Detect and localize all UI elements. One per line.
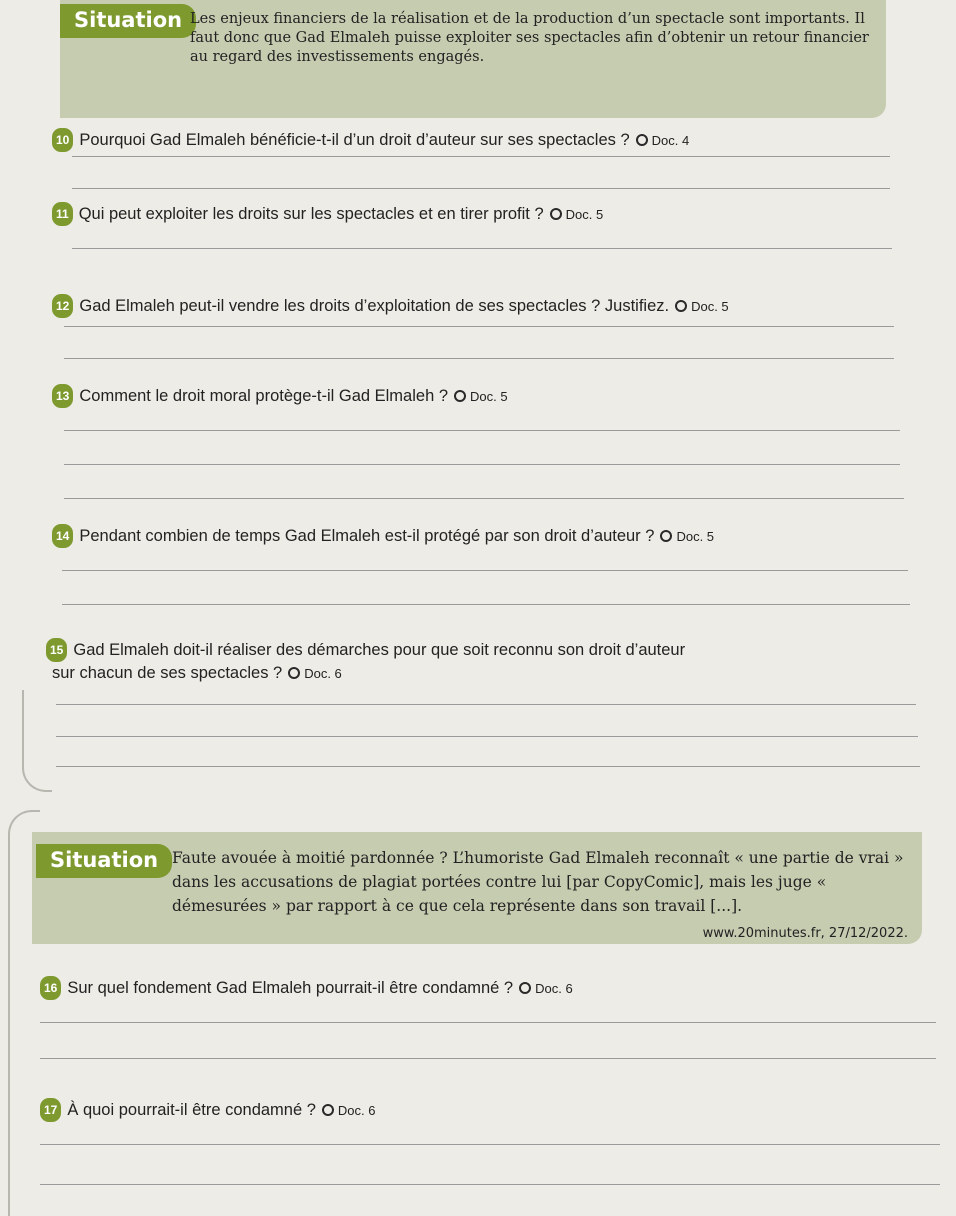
doc-bullet-icon	[322, 1104, 334, 1116]
situation-box-2	[32, 832, 922, 944]
question-17	[40, 1098, 376, 1122]
question-11	[52, 202, 603, 226]
answer-line[interactable]	[64, 498, 904, 499]
doc-reference: Doc. 5	[550, 207, 604, 222]
question-16	[40, 976, 573, 1000]
doc-reference: Doc. 5	[660, 529, 714, 544]
question-15	[46, 638, 685, 685]
question-number: 11	[52, 202, 73, 226]
question-number: 15	[46, 638, 67, 662]
question-number: 10	[52, 128, 73, 152]
answer-line[interactable]	[56, 766, 920, 767]
situation-tag: Situation	[60, 4, 196, 38]
answer-line[interactable]	[40, 1058, 936, 1059]
question-text: Gad Elmaleh peut-il vendre les droits d’exploitation de ses spectacles ? Justifiez.	[79, 297, 670, 315]
doc-reference: Doc. 6	[288, 666, 342, 681]
answer-line[interactable]	[72, 248, 892, 249]
doc-bullet-icon	[636, 134, 648, 146]
question-number: 17	[40, 1098, 61, 1122]
question-number: 13	[52, 384, 73, 408]
question-number: 16	[40, 976, 61, 1000]
doc-reference: Doc. 6	[322, 1103, 376, 1118]
question-14	[52, 524, 714, 548]
answer-line[interactable]	[62, 604, 910, 605]
answer-line[interactable]	[64, 326, 894, 327]
situation-tag: Situation	[36, 844, 172, 878]
answer-line[interactable]	[62, 570, 908, 571]
margin-decoration	[22, 690, 52, 792]
doc-reference: Doc. 6	[519, 981, 573, 996]
situation-text: Faute avouée à moitié pardonnée ? L’humoriste Gad Elmaleh reconnaît « une partie de vrai » dans les accusations de plagiat portées contre lui [par CopyComic], mais les juge « démesurées » par rapport à ce que cela représente dans son travail [...].	[172, 849, 904, 915]
question-text: Sur quel fondement Gad Elmaleh pourrait-il être condamné ?	[67, 979, 514, 997]
question-text: À quoi pourrait-il être condamné ?	[67, 1101, 316, 1119]
question-12	[52, 294, 729, 318]
answer-line[interactable]	[72, 188, 890, 189]
answer-line[interactable]	[56, 736, 918, 737]
answer-line[interactable]	[72, 156, 890, 157]
doc-bullet-icon	[288, 667, 300, 679]
answer-line[interactable]	[56, 704, 916, 705]
answer-line[interactable]	[64, 464, 900, 465]
doc-reference: Doc. 5	[454, 389, 508, 404]
answer-line[interactable]	[40, 1144, 940, 1145]
question-number: 12	[52, 294, 73, 318]
question-text: Pendant combien de temps Gad Elmaleh est-il protégé par son droit d’auteur ?	[79, 527, 655, 545]
doc-bullet-icon	[519, 982, 531, 994]
question-text: Gad Elmaleh doit-il réaliser des démarches pour que soit reconnu son droit d’auteur	[73, 641, 686, 659]
question-text: Qui peut exploiter les droits sur les spectacles et en tirer profit ?	[78, 205, 544, 223]
situation-source: www.20minutes.fr, 27/12/2022.	[702, 926, 908, 941]
doc-bullet-icon	[550, 208, 562, 220]
question-10	[52, 128, 689, 152]
answer-line[interactable]	[40, 1022, 936, 1023]
answer-line[interactable]	[64, 430, 900, 431]
question-number: 14	[52, 524, 73, 548]
doc-bullet-icon	[454, 390, 466, 402]
question-text: Comment le droit moral protège-t-il Gad Elmaleh ?	[79, 387, 449, 405]
doc-bullet-icon	[660, 530, 672, 542]
doc-reference: Doc. 5	[675, 299, 729, 314]
situation-text: Les enjeux financiers de la réalisation et de la production d’un spectacle sont importants. Il faut donc que Gad Elmaleh puisse exploiter ses spectacles afin d’obtenir un retour financier au regard des investissements engagés.	[190, 11, 869, 65]
question-13	[52, 384, 508, 408]
question-text-line2: sur chacun de ses spectacles ?	[52, 664, 283, 682]
question-text: Pourquoi Gad Elmaleh bénéficie-t-il d’un droit d’auteur sur ses spectacles ?	[79, 131, 630, 149]
situation-box-1	[60, 0, 886, 118]
answer-line[interactable]	[64, 358, 894, 359]
doc-reference: Doc. 4	[636, 133, 690, 148]
answer-line[interactable]	[40, 1184, 940, 1185]
doc-bullet-icon	[675, 300, 687, 312]
